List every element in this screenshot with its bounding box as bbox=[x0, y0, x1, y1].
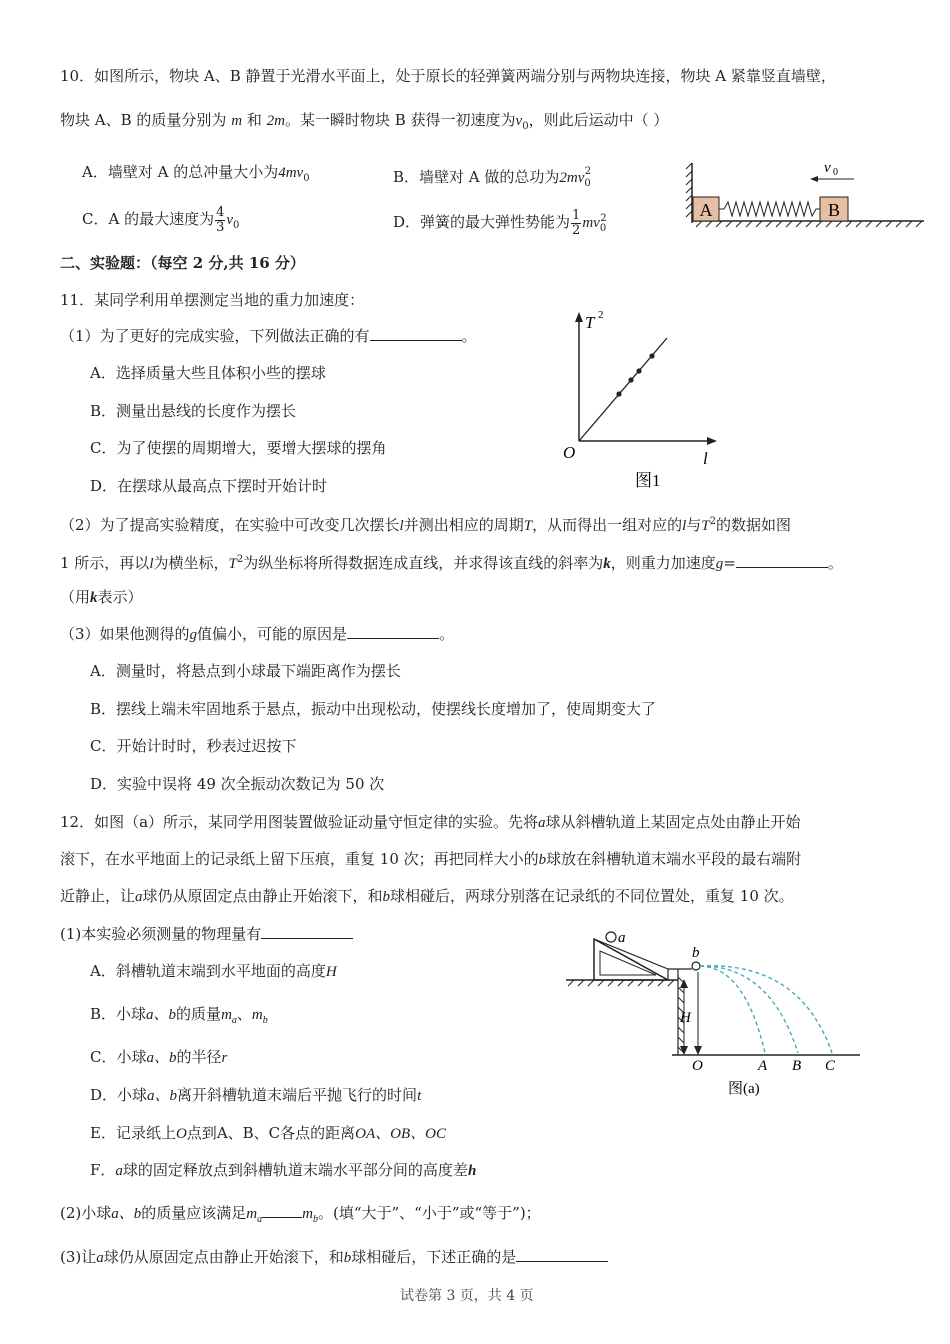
svg-text:B: B bbox=[827, 200, 841, 220]
q11-part2-line2: 1 所示，再以l为横坐标，$T^2$为纵坐标将所得数据连成直线，并求得该直线的斜率为k，则重力加速度g= 。 bbox=[60, 554, 843, 572]
svg-text:a: a bbox=[618, 930, 626, 946]
q10-option-c: C．A 的最大速度为 $\frac{4}{3}$ $v_0$ bbox=[82, 204, 240, 235]
q12-option-a: A．斜槽轨道末端到水平地面的高度H bbox=[90, 962, 337, 980]
svg-text:2: 2 bbox=[598, 309, 604, 321]
q11-part3-option-d: D．实验中误将 49 次全振动次数记为 50 次 bbox=[90, 775, 385, 793]
q11-option-b: B．测量出悬线的长度作为摆长 bbox=[90, 402, 297, 420]
q11-option-a: A．选择质量大些且体积小些的摆球 bbox=[90, 364, 326, 382]
q12-option-e: E．记录纸上O点到A、B、C各点的距离OA、OB、OC bbox=[90, 1124, 446, 1142]
q12-figure-a bbox=[560, 925, 870, 1100]
svg-text:v: v bbox=[824, 160, 831, 176]
q12-part3: (3)让a球仍从原固定点由静止开始滚下，和b球相碰后，下述正确的是 bbox=[60, 1247, 608, 1268]
q10-line1: 10．如图所示，物块 A、B 静置于光滑水平面上，处于原长的轻弹簧两端分别与两物块连接，物块 A 紧靠竖直墙壁， bbox=[60, 67, 836, 85]
q11-figure1 bbox=[555, 308, 725, 493]
svg-text:A: A bbox=[699, 200, 713, 220]
q11-option-d: D．在摆球从最高点下摆时开始计时 bbox=[90, 477, 328, 495]
svg-text:T: T bbox=[585, 313, 595, 332]
page-footer: 试卷第 3 页，共 4 页 bbox=[400, 1288, 534, 1304]
svg-text:O: O bbox=[692, 1058, 703, 1074]
q12-part1: (1)本实验必须测量的物理量有 bbox=[60, 924, 353, 944]
q12-option-d: D．小球a、b离开斜槽轨道末端后平抛飞行的时间t bbox=[90, 1086, 422, 1104]
q12-stem-line2: 滚下，在水平地面上的记录纸上留下压痕，重复 10 次；再把同样大小的b球放在斜槽轨道末端水平段的最右端附 bbox=[60, 850, 802, 868]
q10-figure bbox=[684, 155, 930, 235]
q12-option-f: F．a球的固定释放点到斜槽轨道末端水平部分间的高度差h bbox=[90, 1161, 477, 1179]
q12-option-b: B．小球a、b的质量$m_a$、$m_b$ bbox=[90, 1005, 268, 1026]
svg-text:C: C bbox=[825, 1058, 836, 1074]
svg-text:图(a): 图(a) bbox=[728, 1081, 760, 1097]
q11-part1: （1）为了更好的完成实验，下列做法正确的有 。 bbox=[60, 327, 477, 345]
spring bbox=[719, 202, 820, 216]
svg-text:b: b bbox=[692, 945, 700, 961]
q11-part2-line1: （2）为了提高实验精度，在实验中可改变几次摆长l并测出相应的周期T，从而得出一组对应的l与$T^2$的数据如图 bbox=[60, 516, 792, 534]
q12-stem-line3: 近静止，让a球仍从原固定点由静止开始滚下，和b球相碰后，两球分别落在记录纸的不同位置处，重复 10 次。 bbox=[60, 887, 794, 905]
q11-stem: 11．某同学利用单摆测定当地的重力加速度： bbox=[60, 291, 365, 309]
svg-text:O: O bbox=[563, 443, 576, 462]
q10-line2: 物块 A、B 的质量分别为 m 和 2m。某一瞬时物块 B 获得一初速度为$v_0$，则此后运动中（ ） bbox=[60, 111, 669, 132]
q12-part2: (2)小球a、b的质量应该满足$m_a$ $m_b$。(填“大于”、“小于”或“等于”)； bbox=[60, 1204, 541, 1225]
svg-text:l: l bbox=[703, 449, 708, 468]
q11-part3-option-b: B．摆线上端未牢固地系于悬点，振动中出现松动，使摆线长度增加了，使周期变大了 bbox=[90, 700, 657, 718]
q12-option-c: C．小球a、b的半径r bbox=[90, 1048, 228, 1066]
q11-part3: （3）如果他测得的g值偏小，可能的原因是 。 bbox=[60, 625, 455, 643]
q11-part3-option-c: C．开始计时时，秒表过迟按下 bbox=[90, 737, 297, 755]
q10-option-a: A．墙壁对 A 的总冲量大小为$4mv_0$ bbox=[82, 163, 310, 184]
svg-text:A: A bbox=[758, 1058, 768, 1074]
q11-part3-option-a: A．测量时，将悬点到小球最下端距离作为摆长 bbox=[90, 662, 401, 680]
svg-text:图1: 图1 bbox=[635, 471, 661, 490]
svg-text:0: 0 bbox=[833, 167, 838, 178]
section-title: 二、实验题：（每空 2 分,共 16 分） bbox=[60, 254, 305, 272]
q11-option-c: C．为了使摆的周期增大，要增大摆球的摆角 bbox=[90, 439, 387, 457]
q10-option-d: D．弹簧的最大弹性势能为 $\frac{1}{2}$ $mv_0^2$ bbox=[393, 207, 607, 238]
q10-option-b: B．墙壁对 A 做的总功为$2mv_0^2$ bbox=[393, 166, 592, 189]
svg-text:B: B bbox=[792, 1058, 802, 1074]
svg-text:H: H bbox=[680, 1010, 691, 1026]
q11-part2-line3: （用k表示） bbox=[60, 588, 143, 606]
q12-stem-line1: 12．如图（a）所示，某同学用图装置做验证动量守恒定律的实验。先将a球从斜槽轨道上某固定点处由静止开始 bbox=[60, 813, 801, 831]
